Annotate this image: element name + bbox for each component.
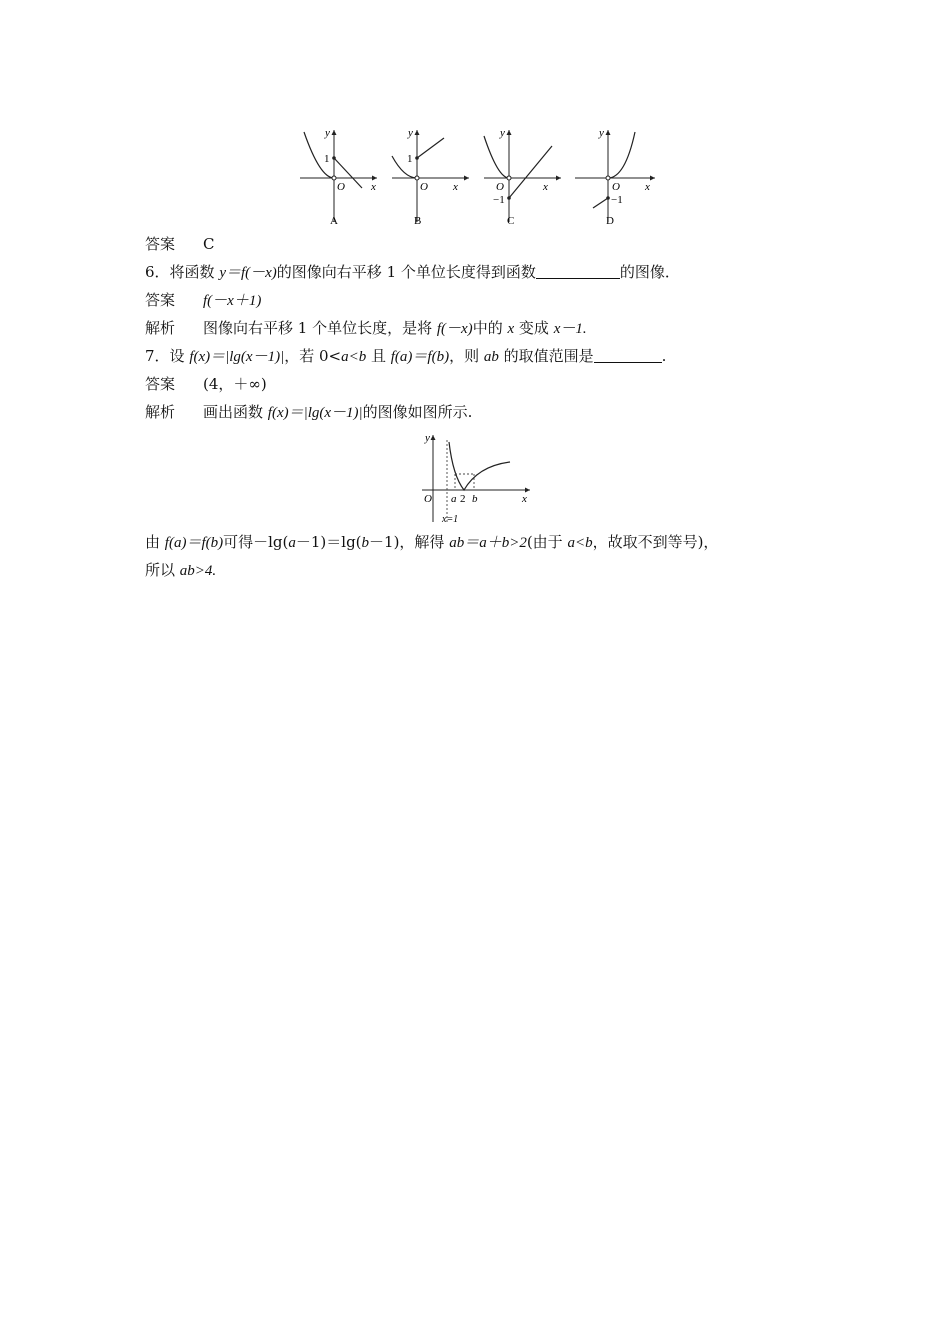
graph-a xyxy=(292,124,387,230)
derive-math: a<b xyxy=(567,535,593,551)
answer-tag: 答案 xyxy=(145,235,176,253)
graph-d xyxy=(567,124,662,230)
y-axis-label: y xyxy=(425,432,430,444)
origin-label: O xyxy=(337,181,345,193)
y-axis-label: y xyxy=(599,127,604,139)
derive-text: ，故取不到等号)， xyxy=(592,533,719,551)
derive-math: a xyxy=(288,535,296,551)
origin-label: O xyxy=(612,181,620,193)
q7-analysis-text: 画出函数 xyxy=(203,403,268,421)
origin-label: O xyxy=(496,181,504,193)
q6-function: y＝f(－x) xyxy=(219,265,277,281)
q6-stem xyxy=(145,262,680,283)
graph-b xyxy=(384,124,479,230)
derive-math: f(a)＝f(b) xyxy=(164,535,224,551)
figure-option-c xyxy=(476,124,571,230)
derive-text: (由于 xyxy=(526,533,568,551)
q7-analysis-text: 的图像如图所示. xyxy=(362,403,473,421)
derive-text: 由 xyxy=(145,533,165,551)
option-figures xyxy=(292,124,662,230)
x-axis-label: x xyxy=(645,181,650,193)
q6-stem-text: 6．将函数 xyxy=(145,263,220,281)
q7-stem-text: ，若 0< xyxy=(284,347,342,365)
q7-answer: (4，＋∞) xyxy=(203,375,267,393)
two-label: 2 xyxy=(460,493,466,505)
q7-conclusion xyxy=(145,560,216,581)
q7-product: ab xyxy=(483,349,499,365)
q7-graph xyxy=(418,432,538,526)
answer-tag: 答案 xyxy=(145,375,176,393)
a-label: a xyxy=(451,493,457,505)
q6-analysis-math: f(－x) xyxy=(436,321,473,337)
option-label: B xyxy=(414,215,422,227)
y-axis-label: y xyxy=(325,127,330,139)
q6-blank xyxy=(536,264,620,279)
lg-abs-graph xyxy=(418,432,538,526)
derive-text: 可得－lg( xyxy=(223,533,289,551)
option-label: D xyxy=(606,215,614,227)
q7-condition: f(a)＝f(b) xyxy=(390,349,450,365)
derive-math: ab＝a＋b>2 xyxy=(449,535,527,551)
q6-answer: f(－x＋1) xyxy=(203,293,262,309)
q6-analysis-math: x xyxy=(507,321,515,337)
q7-analysis-line xyxy=(145,402,472,423)
option-label: C xyxy=(507,215,515,227)
q7-condition: a<b xyxy=(341,349,367,365)
tick-label: −1 xyxy=(611,194,623,206)
q6-analysis-text: 中的 xyxy=(472,319,508,337)
q7-analysis-math: f(x)＝|lg(x－1)| xyxy=(267,405,363,421)
figure-option-b xyxy=(384,124,479,230)
q6-stem-text: 的图像． xyxy=(619,263,680,281)
conclude-math: ab>4. xyxy=(179,563,217,579)
conclude-text: 所以 xyxy=(145,561,180,579)
q7-stem-text: 的取值范围是 xyxy=(498,347,594,365)
q6-analysis-line xyxy=(145,318,587,339)
analysis-tag: 解析 xyxy=(145,403,176,421)
figure-option-d xyxy=(567,124,662,230)
q6-analysis-text: 图像向右平移 1 个单位长度，是将 xyxy=(203,319,437,337)
q6-analysis-math: x－1. xyxy=(553,321,587,337)
q7-function: f(x)＝|lg(x－1)| xyxy=(189,349,285,365)
q7-stem-text: . xyxy=(661,347,667,365)
tick-label: −1 xyxy=(493,194,505,206)
q6-analysis-text: 变成 xyxy=(514,319,554,337)
q5-answer: C xyxy=(203,235,215,253)
figure-option-a xyxy=(292,124,387,230)
x-axis-label: x xyxy=(371,181,376,193)
q7-stem-text: ，则 xyxy=(449,347,484,365)
x-axis-label: x xyxy=(543,181,548,193)
q7-stem-text: 7．设 xyxy=(145,347,190,365)
q7-stem xyxy=(145,346,666,367)
q5-answer-line xyxy=(145,234,214,254)
q7-stem-text: 且 xyxy=(366,347,391,365)
y-axis-label: y xyxy=(408,127,413,139)
y-axis-label: y xyxy=(500,127,505,139)
q6-answer-line xyxy=(145,290,261,311)
derive-text: －1)＝lg( xyxy=(295,533,362,551)
origin-label: O xyxy=(420,181,428,193)
tick-label: 1 xyxy=(407,153,413,165)
derive-text: －1)，解得 xyxy=(369,533,450,551)
origin-label: O xyxy=(424,493,432,505)
q7-derivation xyxy=(145,532,718,553)
q7-answer-line xyxy=(145,374,267,394)
answer-tag: 答案 xyxy=(145,291,176,309)
x-axis-label: x xyxy=(522,493,527,505)
analysis-tag: 解析 xyxy=(145,319,176,337)
tick-label: 1 xyxy=(324,153,330,165)
graph-c xyxy=(476,124,571,230)
q7-blank xyxy=(594,348,662,363)
b-label: b xyxy=(472,493,478,505)
x-axis-label: x xyxy=(453,181,458,193)
asymptote-label: x=1 xyxy=(442,514,459,525)
derive-math: b xyxy=(361,535,370,551)
option-label: A xyxy=(330,215,338,227)
q6-stem-text: 的图像向右平移 1 个单位长度得到函数 xyxy=(276,263,536,281)
